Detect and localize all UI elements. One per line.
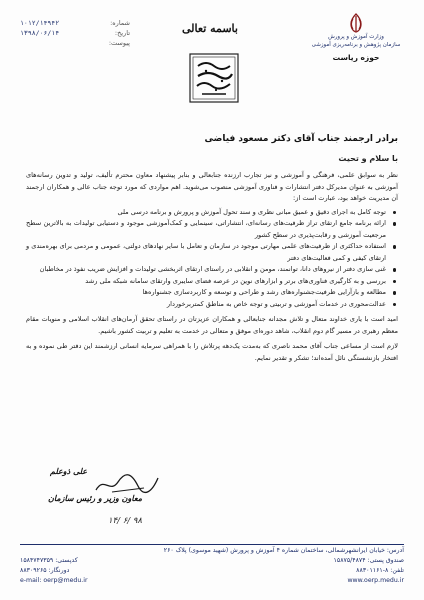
letter-footer bbox=[20, 546, 404, 586]
bismillah-heading: باسمه تعالی bbox=[182, 22, 238, 35]
org-line-organization: سازمان پژوهش و برنامه‌ریزی آموزشی bbox=[311, 41, 401, 48]
organization-header bbox=[306, 12, 406, 62]
attachment-row bbox=[20, 38, 130, 48]
reference-number-value: ۱۰۱۲/۱۴۹۴۲ bbox=[20, 19, 60, 27]
org-line-ministry: وزارت آموزش و پرورش bbox=[328, 34, 384, 40]
footer-fax: دورنگار: ۸۸۳۰۹۲۶۵ bbox=[20, 567, 70, 574]
footer-address: آدرس: خیابان ایرانشهرشمالی، ساختمان شماره ۴ آموزش و پرورش (شهید موسوی) پلاک ۲۶۰ bbox=[163, 547, 404, 554]
intro-paragraph: نظر به سوابق علمی، فرهنگی و آموزشی و نیز تجارب ارزنده جنابعالی و بنابر پیشنهاد معاون محترم تألیف، تولید و تدوین رسانه‌های آموزشی به عنوان مدیرکل دفتر انتشارات و فناوری آموزشی منصوب می‌شوید. اهم مواردی که مورد توجه جناب عالی و همکاران ارجمند آن مدیریت خواهد بود، عبارت است از: bbox=[26, 171, 398, 202]
thanks-paragraph: لازم است از مساعی جناب آقای محمد ناصری که به‌مدت یک‌دهه پرتلاش را با همراهی سرمایه انسانی ارزشمند این دفتر طی نموده و به افتخار بازنشستگی نائل آمده‌اند؛ تشکر و تقدیر نمایم. bbox=[26, 342, 398, 362]
closing-paragraph: امید است با یاری خداوند متعال و تلاش مجدانه جنابعالی و همکاران عزیزتان در راستای تحقق آرمان‌های انقلاب اسلامی و منویات مقام معظم رهبری در مسیر گام دوم انقلاب، شاهد دوره‌ای موفق و متعالی در خدمت به تعلیم و تربیت کشور باشیم. bbox=[26, 315, 398, 335]
footer-website: www.oerp.medu.ir bbox=[347, 577, 404, 584]
calligraphy-seal-icon bbox=[188, 52, 240, 104]
iran-emblem-icon bbox=[345, 12, 367, 34]
list-item: مطالعه و بازآرایی ظرفیت‌جشنواره‌های رشد و طراحی و توسعه و کاربردسازی جشنواره‌ها bbox=[26, 287, 386, 299]
footer-divider bbox=[20, 544, 404, 545]
list-item: غنی سازی دفتر از نیروهای دانا، توانمند، مومن و انقلابی در راستای ارتقای اثربخشی تولیدات و افزایش ضریب نفوذ در مخاطبان bbox=[26, 264, 386, 276]
footer-postal-box: صندوق پستی: ۱۵۸۷۵/۴۸۷۴ bbox=[333, 557, 404, 564]
office-name: حوزه ریاست bbox=[332, 53, 380, 62]
date-label: تاریخ: bbox=[114, 29, 130, 37]
list-item: ارائه برنامه جامع ارتقای تراز ظرفیت‌های رسانه‌ای، انتشاراتی، سینمایی و کمک‌آموزشی موجود و دستیابی تولیدات به بالاترین سطح مرجعیت آموزشی و رقابت‌پذیری در سطح کشور bbox=[26, 218, 386, 241]
attachment-label: پیوست: bbox=[108, 39, 130, 47]
footer-email: e-mail: oerp@medu.ir bbox=[20, 577, 88, 584]
date-row bbox=[20, 28, 130, 38]
addressee: برادر ارجمند جناب آقای دکتر مسعود فیاضی bbox=[204, 134, 398, 144]
signer-name: علی ذوعلم bbox=[50, 466, 88, 476]
reference-number-label: شماره: bbox=[110, 19, 130, 27]
reference-block bbox=[20, 18, 130, 48]
list-item: استفاده حداکثری از ظرفیت‌های علمی مهارتی موجود در سازمان و تعامل با سایر نهادهای دولتی، عمومی و مردمی برای بهره‌مندی و ارتقای کیفی و کمی فعالیت‌های دفتر bbox=[26, 241, 386, 264]
signature-date: ۱۴/ ۶/ ۹۸ bbox=[108, 516, 142, 526]
duties-list bbox=[26, 207, 398, 311]
signer-title: معاون وزیر و رئیس سازمان bbox=[48, 493, 142, 503]
footer-postal-code: کدپستی: ۱۵۸۴۷۴۷۳۵۹ bbox=[20, 557, 78, 564]
list-item: عدالت‌محوری در خدمات آموزشی و تربیتی و توجه خاص به مناطق کمتربرخوردار bbox=[26, 299, 386, 311]
footer-web-row bbox=[20, 576, 404, 586]
reference-number-row bbox=[20, 18, 130, 28]
letter-body bbox=[26, 170, 398, 364]
footer-contact-row bbox=[20, 566, 404, 576]
list-item: بررسی و به کارگیری فناوری‌های برتر و ابزارهای نوین در عرصه فضای سایبری وارتقای سامانه شبکه ملی رشد bbox=[26, 276, 386, 288]
date-value: ۱۳۹۸/۰۶/۱۴ bbox=[20, 29, 60, 37]
list-item: توجه کامل به اجرای دقیق و عمیق مبانی نظری و سند تحول آموزش و پرورش و برنامه درسی ملی bbox=[26, 207, 386, 219]
greeting: با سلام و تحیت bbox=[338, 154, 398, 163]
footer-postal-row bbox=[20, 556, 404, 566]
footer-phone: تلفن: ۸-۸۸۳۰۱۱۶۱ bbox=[356, 567, 404, 574]
